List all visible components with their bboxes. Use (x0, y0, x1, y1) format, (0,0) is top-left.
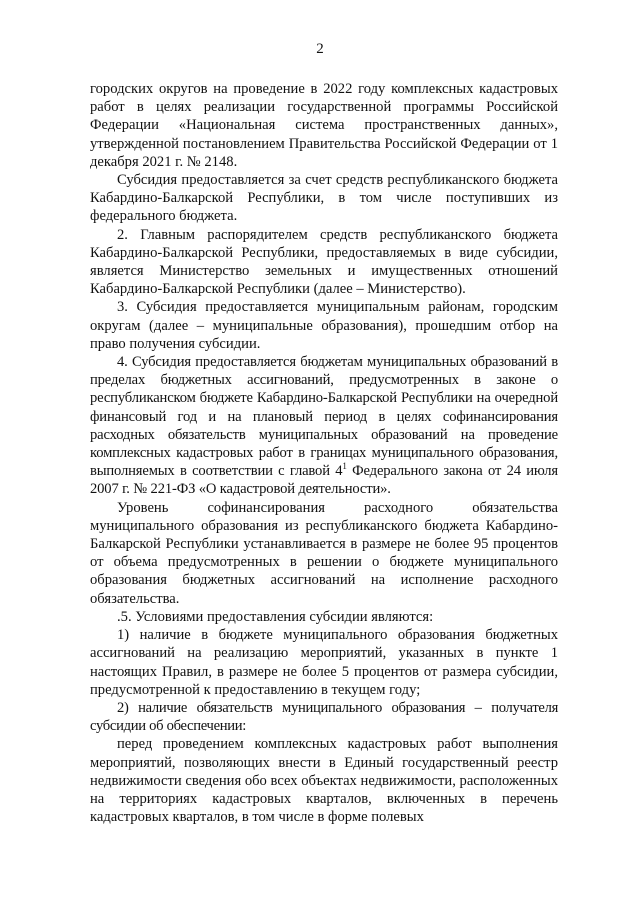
page-number: 2 (316, 41, 324, 57)
paragraph-condition-1: 1) наличие в бюджете муниципального образования бюджетных ассигнований на реализацию мероприятий, указанных в пункте 1 настоящих Правил, в размере не более 5 процентов от размера субсидии, предусмотренной к предоставлению в текущем году; (90, 627, 558, 698)
paragraph-condition-2: 2) наличие обязательств муниципального образования – получателя субсидии об обеспечении: (90, 699, 558, 735)
paragraph-obligations: перед проведением комплексных кадастровых работ выполнения мероприятий, позволяющих внести в Единый государственный реестр недвижимости сведения обо всех объектах недвижимости, расположенных на территориях кадастровых кварталов, включенных в перечень кадастровых кварталов, в том числе в форме полевых (90, 736, 558, 826)
paragraph-continuation: городских округов на проведение в 2022 году комплексных кадастровых работ в целях реализации государственной программы Российской Федерации «Национальная система пространственных данных», утвержденной постановлением Правительства Российской Федерации от 1 декабря 2021 г. № 2148. (90, 81, 558, 170)
paragraph-item-5: .5. Условиями предоставления субсидии являются: (117, 608, 434, 625)
chapter-superscript: 1 (342, 461, 347, 472)
paragraph-cofinancing-level: Уровень софинансирования расходного обязательства муниципального образования из республиканского бюджета Кабардино-Балкарской Республики устанавливается в размере не более 95 процентов от объема предусмотренных в решении о бюджете муниципального образования бюджетных ассигнований на исполнение расходного обязательства. (90, 499, 558, 607)
paragraph-item-3: 3. Субсидия предоставляется муниципальным районам, городским округам (далее – муниципальные образования), прошедшим отбор на право получения субсидии. (90, 299, 558, 352)
paragraph-item-4-text-end: Федерального закона от 24 июля 2007 г. № 221-ФЗ «О кадастровой деятельности». (90, 463, 558, 498)
paragraph-item-2: 2. Главным распорядителем средств республиканского бюджета Кабардино-Балкарской Республики, предоставляемых в виде субсидии, является Министерство земельных и имущественных отношений Кабардино-Балкарской Республики (далее – Министерство). (90, 226, 558, 298)
paragraph-item-4-text: 4. Субсидия предоставляется бюджетам муниципальных образований в пределах бюджетных ассигнований, предусмотренных в законе о республиканском бюджете Кабардино-Балкарской Республики на очередной финансовый год и на плановый период в целях софинансирования расходных обязательств муниципальных образований на проведение комплексных кадастровых работ в границах муниципального образования, выполняемых в соответствии с главой 4 (90, 354, 558, 480)
paragraph-subsidy-source: Субсидия предоставляется за счет средств республиканского бюджета Кабардино-Балкарской Республики, в том числе поступивших из федерального бюджета. (90, 172, 558, 225)
paragraph-item-4 (90, 353, 558, 499)
document-body (90, 80, 558, 826)
